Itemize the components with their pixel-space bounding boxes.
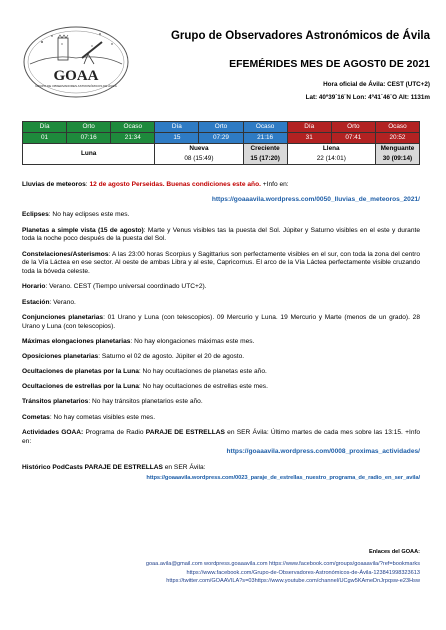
eclipses-paragraph: Eclipses: No hay eclipses este mes.: [22, 211, 130, 219]
logo-name: GOAA: [53, 68, 99, 84]
podcasts-link[interactable]: https://goaaavila.wordpress.com/0023_paraje_de_estrellas_nuestro_programa_de_radio_en_ser_avila/: [146, 475, 420, 482]
day-label: Día: [23, 122, 67, 133]
sunrise-label: Orto: [67, 122, 111, 133]
schedule-paragraph: Horario: Verano. CEST (Tiempo universal coordinado UTC+2).: [22, 283, 207, 291]
podcasts-link-paragraph: [22, 474, 420, 483]
goaa-logo: [22, 24, 130, 100]
day-value: 15: [155, 133, 199, 144]
ephemeris-body: [22, 181, 420, 490]
sunset-value: 20:52: [375, 133, 419, 144]
footer-link-line-3[interactable]: https://twitter.com/GOAAVILA?s=03https://www.youtube.com/channel/UCgw5KAmeDnJrpqsw-e23Hsw: [166, 578, 420, 585]
oppositions-paragraph: Oposiciones planetarias: Saturno el 02 de agosto. Júpiter el 20 de agosto.: [22, 352, 245, 360]
activities-link[interactable]: https://goaaavila.wordpress.com/0008_proximas_actividades/: [226, 448, 420, 456]
comets-paragraph: Cometas: No hay cometas visibles este mes.: [22, 413, 156, 421]
sunrise-value: 07:16: [67, 133, 111, 144]
moon-phase-last-quarter: Menguante 30 (09:14): [375, 144, 419, 165]
moon-row: [23, 144, 420, 165]
day-label: Día: [287, 122, 331, 133]
footer-links: [22, 548, 420, 586]
meteors-link[interactable]: https://goaaavila.wordpress.com/0050_lluvias_de_meteoros_2021/: [211, 196, 420, 204]
sunrise-value: 07:29: [199, 133, 243, 144]
page-title: Grupo de Observadores Astronómicos de Ávila: [170, 30, 430, 42]
sunrise-value: 07:41: [331, 133, 375, 144]
sunrise-label: Orto: [199, 122, 243, 133]
day-label: Día: [155, 122, 199, 133]
season-paragraph: Estación: Verano.: [22, 298, 76, 306]
sunset-value: 21:16: [243, 133, 287, 144]
telescope-wall-logo-icon: [22, 24, 130, 100]
occ-stars-paragraph: Ocultaciones de estrellas por la Luna: No hay ocultaciones de estrellas este mes.: [22, 383, 268, 391]
ephemeris-table: [22, 121, 420, 165]
moon-phase-full: Llena 22 (14:01): [287, 144, 375, 165]
sun-values-row: [23, 133, 420, 144]
sunset-label: Ocaso: [243, 122, 287, 133]
footer-link-line-2[interactable]: https://www.facebook.com/Grupo-de-Observadores-Astronómicos-de-Ávila-123841998323613: [186, 569, 420, 576]
sunset-label: Ocaso: [375, 122, 419, 133]
sunrise-label: Orto: [331, 122, 375, 133]
conjunctions-paragraph: Conjunciones planetarias: 01 Urano y Luna (con telescopios). 09 Mercurio y Luna. 19 Mercurio y Marte (menos de un grado). 28 Urano y Luna (con telescopios).: [22, 313, 420, 330]
footer-link-line-1[interactable]: goaa.avila@gmail.com wordpress.goaaavila.com https://www.facebook.com/groups/goaaavila/?ref=bookmarks: [145, 561, 420, 568]
sunset-label: Ocaso: [111, 122, 155, 133]
occ-planets-paragraph: Ocultaciones de planetas por la Luna: No hay ocultaciones de planetas este año.: [22, 368, 267, 376]
transits-paragraph: Tránsitos planetarios: No hay tránsitos planetarios este año.: [22, 398, 203, 406]
activities-link-paragraph: [22, 448, 420, 457]
coordinates: Lat: 40º39´16¨N Lon: 4º41´46¨O Alt: 1131m: [305, 94, 430, 101]
moon-phase-new: Nueva 08 (15:49): [155, 144, 243, 165]
moon-label: Luna: [23, 144, 155, 165]
podcasts-paragraph: Histórico PodCasts PARAJE DE ESTRELLAS en SER Ávila:: [22, 463, 206, 471]
footer-title: Enlaces del GOAA:: [369, 549, 420, 555]
meteors-link-paragraph: [22, 196, 420, 205]
meteors-paragraph: Lluvias de meteoros: 12 de agosto Perseidas. Buenas condiciones este año. +Info en:: [22, 181, 289, 188]
official-time: Hora oficial de Ávila: CEST (UTC+2): [323, 81, 430, 88]
svg-text:GRUPO DE OBSERVADORES ASTRONÓM: GRUPO DE OBSERVADORES ASTRONÓMICOS DE ÁVILA: [35, 84, 117, 88]
elongations-paragraph: Máximas elongaciones planetarias: No hay elongaciones máximas este mes.: [22, 337, 255, 345]
sunset-value: 21:34: [111, 133, 155, 144]
sun-labels-row: [23, 122, 420, 133]
planets-paragraph: Planetas a simple vista (15 de agosto): Marte y Venus visibles tas la puesta del Sol. Júpiter y Saturno visibles en el este y durante toda la noche poco después de la puesta del Sol.: [22, 226, 420, 243]
constellations-paragraph: Constelaciones/Asterismos: A las 23:00 horas Scorpius y Sagittarius son perfectamente visibles en el sur, con toda la zona del centro de la Vía Láctea en ese sector. Al oeste de ambas Libra y al este, Capricornus. El arco de la Vía Láctea perfectamente visible cruzando toda la bóveda celeste.: [22, 250, 420, 276]
page-subtitle: EFEMÉRIDES MES DE AGOST0 DE 2021: [229, 58, 430, 70]
day-value: 01: [23, 133, 67, 144]
day-value: 31: [287, 133, 331, 144]
activities-paragraph: Actividades GOAA: Programa de Radio PARAJE DE ESTRELLAS en SER Ávila: Último martes de cada mes sobre las 13:15. +Info en:: [22, 428, 420, 445]
moon-phase-first-quarter: Creciente 15 (17:20): [243, 144, 287, 165]
